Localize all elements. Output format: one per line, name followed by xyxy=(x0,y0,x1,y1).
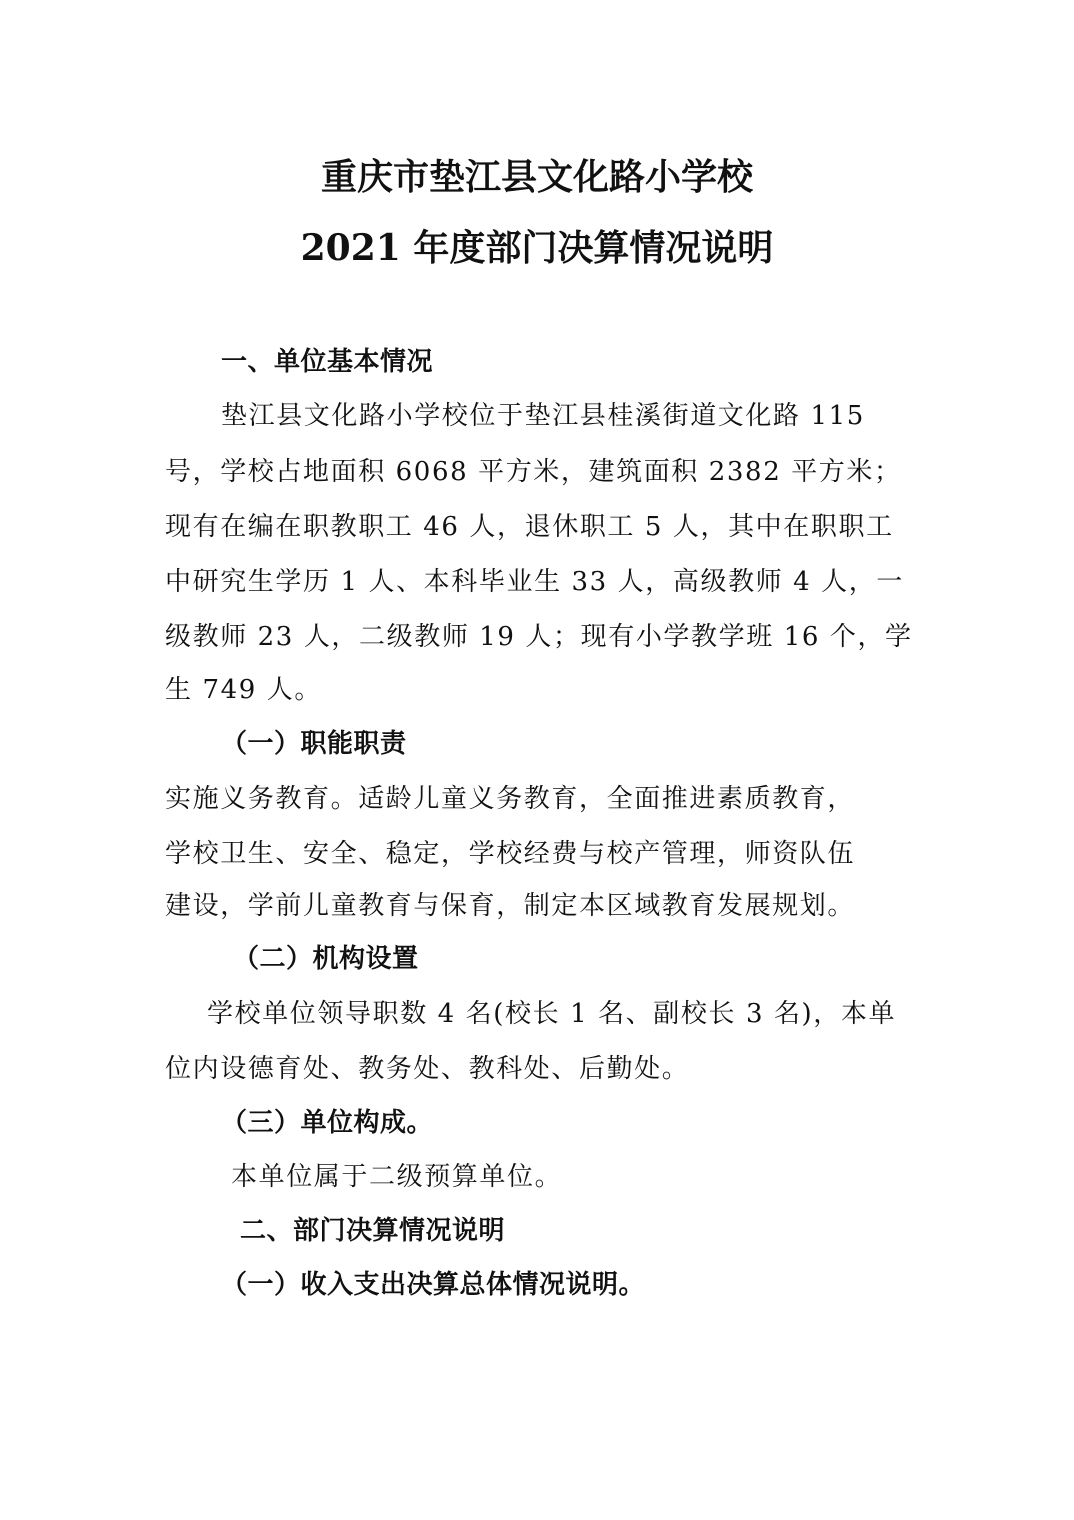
subheading-organization: （二）机构设置 xyxy=(233,944,419,974)
document-title-line-1: 重庆市垫江县文化路小学校 xyxy=(320,156,753,198)
paragraph-line: 现有在编在职教职工 46 人，退休职工 5 人，其中在职职工 xyxy=(165,512,894,542)
paragraph-line: 位内设德育处、教务处、教科处、后勤处。 xyxy=(165,1054,690,1084)
paragraph-line: 学校卫生、安全、稳定，学校经费与校产管理，师资队伍 xyxy=(165,839,856,869)
document-title-line-2: 2021 年度部门决算情况说明 xyxy=(300,227,774,269)
section-heading-final-accounts: 二、部门决算情况说明 xyxy=(240,1216,506,1246)
paragraph-line: 垫江县文化路小学校位于垫江县桂溪街道文化路 115 xyxy=(221,401,865,431)
paragraph-line: 实施义务教育。适龄儿童义务教育，全面推进素质教育， xyxy=(165,784,856,814)
paragraph-line: 中研究生学历 1 人、本科毕业生 33 人，高级教师 4 人，一 xyxy=(165,567,904,597)
paragraph-line: 建设，学前儿童教育与保育，制定本区域教育发展规划。 xyxy=(165,891,856,921)
subheading-unit-composition: （三）单位构成。 xyxy=(221,1108,434,1138)
subheading-income-expenditure: （一）收入支出决算总体情况说明。 xyxy=(221,1270,646,1300)
subheading-functions: （一）职能职责 xyxy=(221,729,407,759)
paragraph-line: 级教师 23 人，二级教师 19 人；现有小学教学班 16 个，学 xyxy=(165,622,913,652)
section-heading-basic-info: 一、单位基本情况 xyxy=(221,347,434,377)
paragraph-line: 号，学校占地面积 6068 平方米，建筑面积 2382 平方米； xyxy=(165,457,902,487)
paragraph-line: 学校单位领导职数 4 名(校长 1 名、副校长 3 名)，本单 xyxy=(207,999,897,1029)
paragraph-line: 生 749 人。 xyxy=(165,675,322,705)
paragraph-line: 本单位属于二级预算单位。 xyxy=(231,1162,563,1192)
